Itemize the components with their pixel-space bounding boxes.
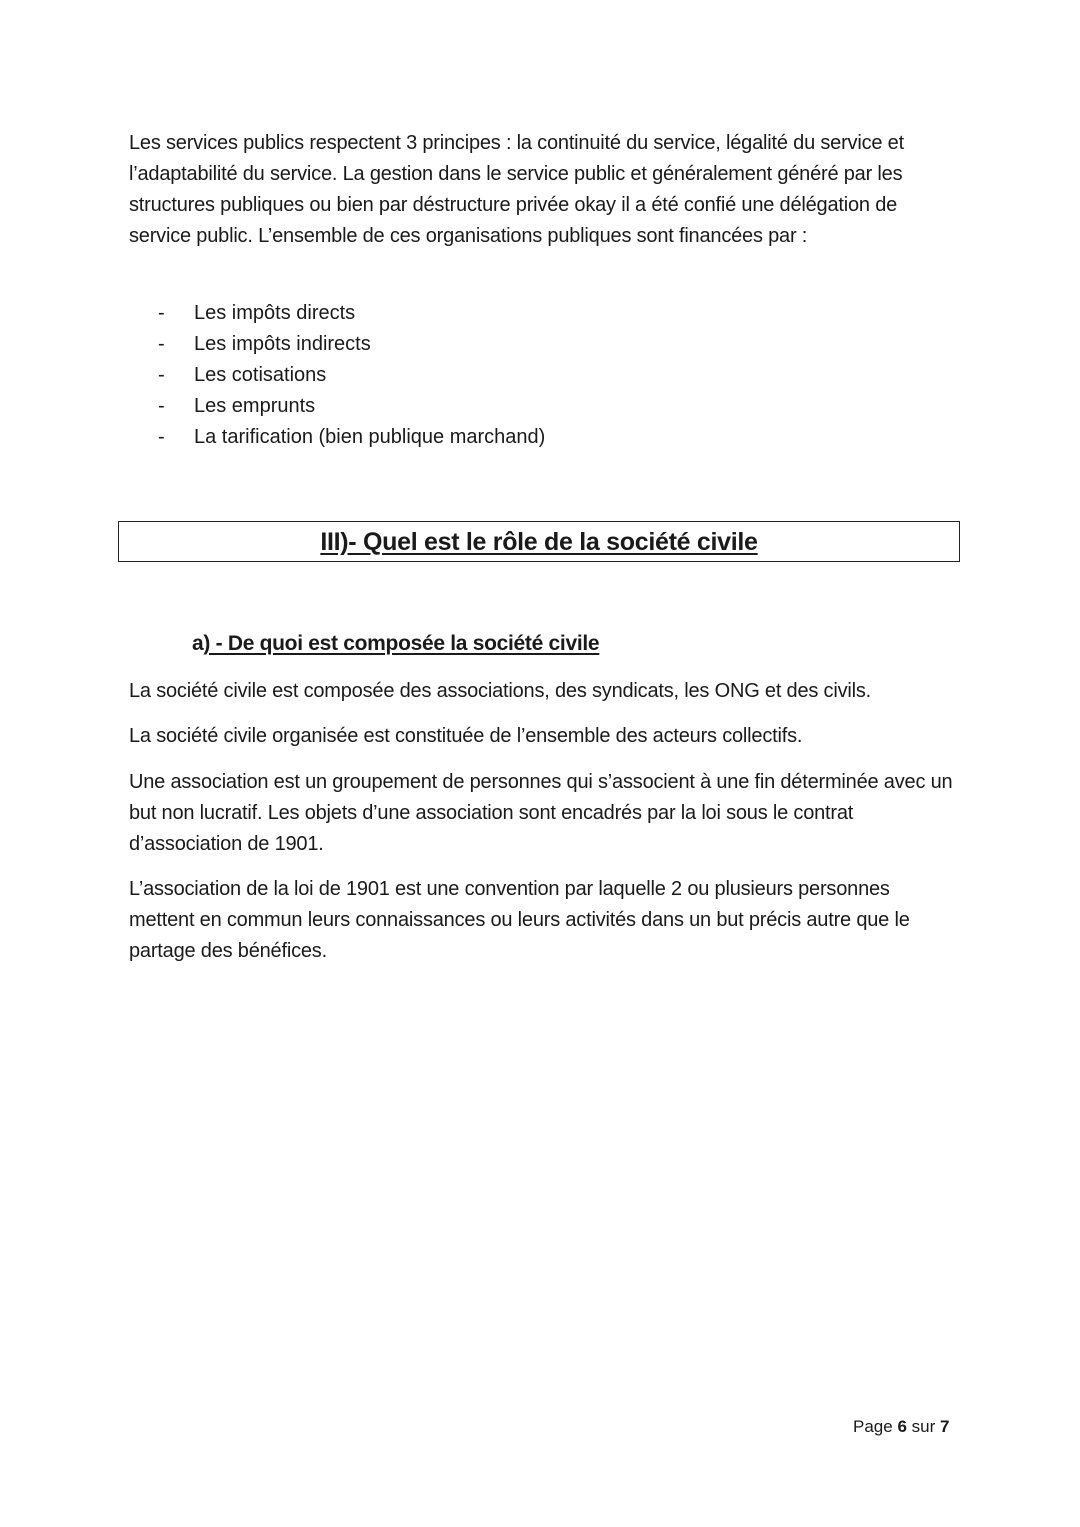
list-item: - La tarification (bien publique marchand): [158, 422, 545, 453]
dash-bullet-icon: -: [158, 333, 165, 355]
paragraph-law-1901: L’association de la loi de 1901 est une convention par laquelle 2 ou plusieurs personnes mettent en commun leurs connaissances ou leurs activités dans un but précis autre que le partage des bénéfices.: [129, 878, 910, 962]
section-title: III)- Quel est le rôle de la société civile: [320, 528, 758, 556]
dash-bullet-icon: -: [158, 302, 165, 324]
dash-bullet-icon: -: [158, 395, 165, 417]
list-item: - Les impôts indirects: [158, 329, 545, 360]
total-pages-number: 7: [940, 1417, 950, 1436]
subheading-prefix: a: [192, 632, 204, 655]
paragraph-public-services: Les services publics respectent 3 principes : la continuité du service, légalité du service et l’adaptabilité du service. La gestion dans le service public et généralement généré par les structures publiques ou bien par déstructure privée okay il a été confié une délégation de service public. L’ensemble de ces organisations publiques sont financées par :: [129, 132, 904, 247]
paragraph-organized-civil-society: La société civile organisée est constituée de l’ensemble des acteurs collectifs.: [129, 725, 803, 747]
list-item: - Les impôts directs: [158, 298, 545, 329]
subheading: [192, 629, 599, 659]
dash-bullet-icon: -: [158, 364, 165, 386]
list-item: - Les emprunts: [158, 391, 545, 422]
page-number-footer: Page 6 sur 7: [853, 1417, 950, 1436]
dash-bullet-icon: -: [158, 426, 165, 448]
current-page-number: 6: [897, 1417, 907, 1436]
list-item: - Les cotisations: [158, 360, 545, 391]
funding-list: [158, 298, 545, 453]
paragraph-civil-society-composition: La société civile est composée des associations, des syndicats, les ONG et des civils.: [129, 680, 872, 702]
paragraph-association-definition: Une association est un groupement de personnes qui s’associent à une fin déterminée avec un but non lucratif. Les objets d’une association sont encadrés par la loi sous le contrat d’association de 1901.: [129, 771, 953, 855]
subheading-title: ) - De quoi est composée la société civile: [203, 632, 600, 655]
section-title-box: [118, 521, 960, 562]
